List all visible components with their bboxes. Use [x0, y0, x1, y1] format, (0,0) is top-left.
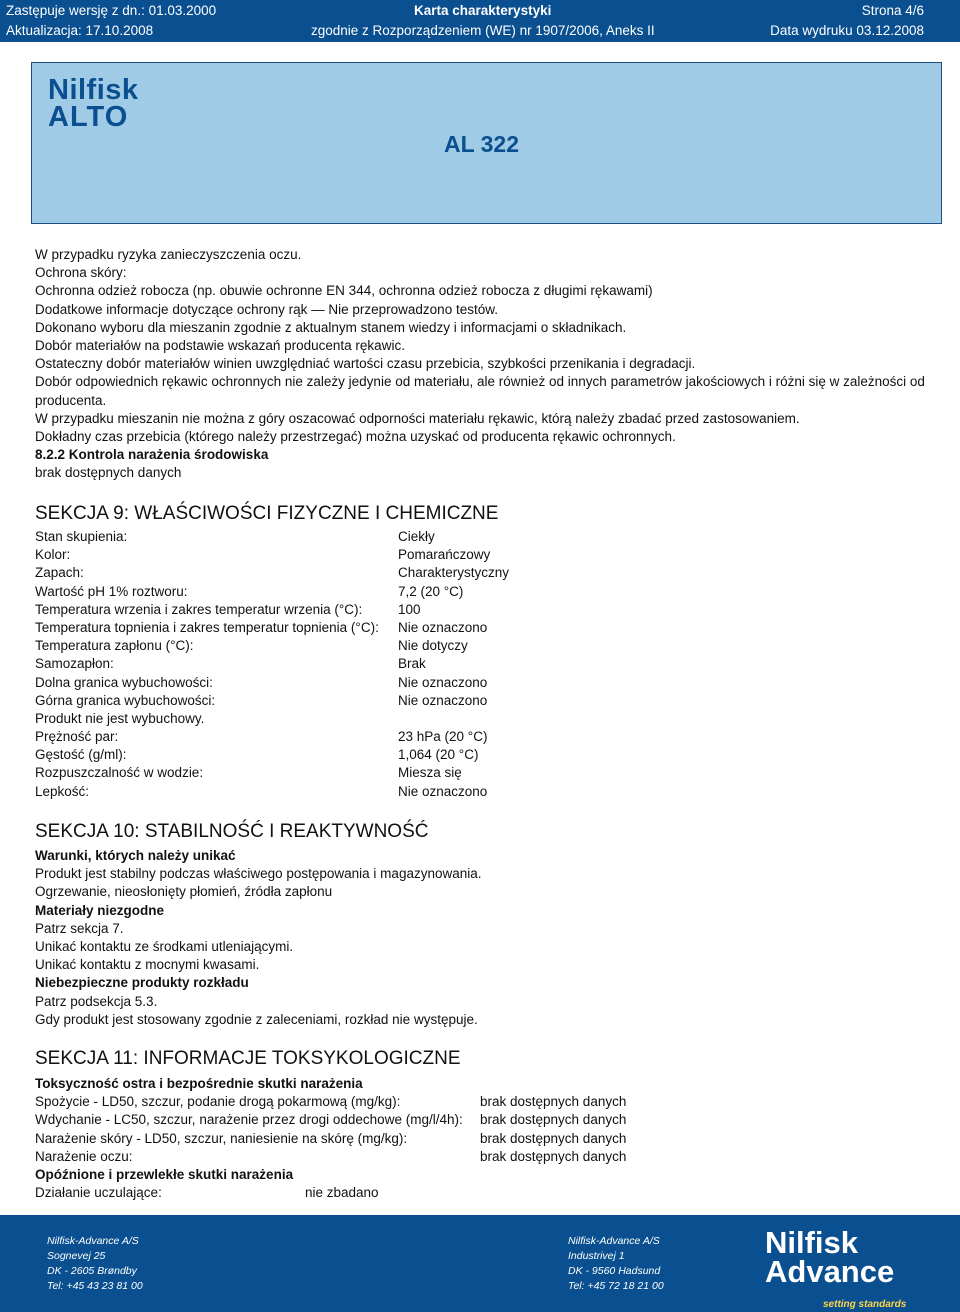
property-value: Nie dotyczy	[398, 638, 468, 654]
replaces-version: Zastępuje wersję z dn.: 01.03.2000	[6, 3, 217, 18]
property-row	[35, 764, 835, 782]
toxicology-label: Narażenie oczu:	[35, 1148, 133, 1164]
property-row	[35, 564, 835, 582]
subheading: Materiały niezgodne	[35, 902, 165, 918]
document-header	[0, 0, 960, 42]
phone: Tel: +45 72 18 21 00	[568, 1280, 664, 1292]
company-name: Nilfisk-Advance A/S	[47, 1235, 139, 1247]
property-row	[35, 655, 835, 673]
company-address-right	[568, 1234, 664, 1294]
text-line: Dokładny czas przebicia (którego należy przestrzegać) można uzyskać od producenta rękawic ochronnych.	[35, 429, 676, 445]
property-row	[35, 746, 835, 764]
brand-line-1: Nilfisk	[48, 74, 139, 106]
property-label: Kolor:	[35, 547, 71, 563]
property-row	[35, 674, 835, 692]
text-line: Unikać kontaktu z mocnymi kwasami.	[35, 957, 260, 973]
toxicology-row	[35, 1184, 915, 1202]
property-row	[35, 728, 835, 746]
subsection-heading: 8.2.2 Kontrola narażenia środowiska	[35, 447, 269, 463]
property-value: Pomarańczowy	[398, 547, 491, 563]
print-date: Data wydruku 03.12.2008	[770, 23, 924, 38]
property-label: Lepkość:	[35, 783, 90, 799]
street: Sognevej 25	[47, 1250, 106, 1262]
property-label: Górna granica wybuchowości:	[35, 692, 216, 708]
property-value: Nie oznaczono	[398, 674, 488, 690]
property-value: Nie oznaczono	[398, 783, 488, 799]
subheading: Toksyczność ostra i bezpośrednie skutki narażenia	[35, 1076, 363, 1091]
property-row	[35, 583, 835, 601]
property-value: 100	[398, 601, 421, 617]
toxicology-row	[35, 1130, 915, 1148]
property-label: Zapach:	[35, 565, 84, 581]
product-name: AL 322	[444, 131, 520, 157]
property-value: Nie oznaczono	[398, 619, 488, 635]
property-row	[35, 546, 835, 564]
text-line: Gdy produkt jest stosowany zgodnie z zaleceniami, rozkład nie występuje.	[35, 1011, 478, 1027]
text-line: Ochrona skóry:	[35, 265, 127, 281]
update-date: Aktualizacja: 17.10.2008	[6, 23, 154, 38]
subheading: Niebezpieczne produkty rozkładu	[35, 975, 249, 991]
text-line: Patrz sekcja 7.	[35, 920, 124, 936]
text-line: Ostateczny dobór materiałów winien uwzględniać wartości czasu przebicia, szybkości przenikania i degradacji.	[35, 356, 696, 372]
city: DK - 9560 Hadsund	[568, 1265, 661, 1277]
toxicology-label: Narażenie skóry - LD50, szczur, naniesienie na skórę (mg/kg):	[35, 1130, 408, 1146]
property-value: Charakterystyczny	[398, 565, 510, 581]
logo-tagline: setting standards	[823, 1299, 907, 1310]
stability-reactivity-block	[35, 847, 915, 1029]
property-value: Ciekły	[398, 529, 435, 544]
property-row	[35, 692, 835, 710]
section-8-continuation	[35, 246, 925, 483]
property-row	[35, 710, 835, 728]
document-footer	[0, 1215, 960, 1312]
text-line: Unikać kontaktu ze środkami utleniającymi.	[35, 939, 294, 955]
subheading: Opóźnione i przewlekłe skutki narażenia	[35, 1166, 294, 1182]
text-line: Dokonano wyboru dla mieszanin zgodnie z aktualnym stanem wiedzy i informacjami o składnikach.	[35, 319, 627, 335]
toxicology-row	[35, 1148, 915, 1166]
property-value: 7,2 (20 °C)	[398, 583, 464, 599]
nilfisk-advance-logo	[765, 1225, 935, 1310]
text-line: Produkt jest stabilny podczas właściwego postępowania i magazynowania.	[35, 866, 482, 882]
text-line: brak dostępnych danych	[35, 465, 182, 481]
product-banner	[31, 62, 942, 224]
logo-line-2: Advance	[765, 1254, 895, 1289]
property-label: Rozpuszczalność w wodzie:	[35, 765, 204, 781]
physical-properties-table	[35, 528, 835, 801]
property-label: Dolna granica wybuchowości:	[35, 674, 213, 690]
toxicology-block	[35, 1075, 915, 1202]
property-label: Prężność par:	[35, 729, 119, 745]
company-name: Nilfisk-Advance A/S	[568, 1235, 660, 1247]
property-label: Produkt nie jest wybuchowy.	[35, 710, 205, 726]
city: DK - 2605 Brøndby	[47, 1265, 137, 1277]
property-row	[35, 637, 835, 655]
property-label: Stan skupienia:	[35, 529, 128, 544]
regulation-reference: zgodnie z Rozporządzeniem (WE) nr 1907/2006, Aneks II	[311, 23, 655, 38]
street: Industrivej 1	[568, 1250, 625, 1262]
toxicology-label: Działanie uczulające:	[35, 1185, 162, 1201]
property-label: Samozapłon:	[35, 656, 114, 672]
property-value: 1,064 (20 °C)	[398, 747, 479, 763]
document-title: Karta charakterystyki	[414, 3, 552, 18]
text-line: Ogrzewanie, nieosłonięty płomień, źródła zapłonu	[35, 884, 333, 900]
text-line: W przypadku mieszanin nie można z góry oszacować odporności materiału rękawic, którą należy zbadać przed zastosowaniem.	[35, 410, 800, 426]
toxicology-value: brak dostępnych danych	[480, 1130, 627, 1146]
property-value: Miesza się	[398, 765, 462, 781]
property-label: Wartość pH 1% roztworu:	[35, 583, 188, 599]
nilfisk-alto-logo	[48, 74, 139, 133]
property-row	[35, 783, 835, 801]
property-value: Brak	[398, 656, 426, 672]
page-number: Strona 4/6	[861, 3, 924, 18]
section-10-title: SEKCJA 10: STABILNOŚĆ I REAKTYWNOŚĆ	[35, 821, 429, 842]
property-row	[35, 601, 835, 619]
property-label: Temperatura zapłonu (°C):	[35, 638, 194, 654]
text-line: Dobór materiałów na podstawie wskazań producenta rękawic.	[35, 338, 405, 354]
property-row	[35, 619, 835, 637]
toxicology-value: brak dostępnych danych	[480, 1094, 627, 1110]
property-label: Temperatura wrzenia i zakres temperatur wrzenia (°C):	[35, 601, 363, 617]
property-label: Temperatura topnienia i zakres temperatur topnienia (°C):	[35, 619, 379, 635]
phone: Tel: +45 43 23 81 00	[47, 1280, 143, 1292]
toxicology-row	[35, 1111, 915, 1129]
section-11-title: SEKCJA 11: INFORMACJE TOKSYKOLOGICZNE	[35, 1048, 461, 1069]
property-label: Gęstość (g/ml):	[35, 747, 127, 763]
logo-line-1: Nilfisk	[765, 1225, 859, 1260]
toxicology-value: brak dostępnych danych	[480, 1112, 627, 1128]
section-9-title: SEKCJA 9: WŁAŚCIWOŚCI FIZYCZNE I CHEMICZNE	[35, 503, 499, 524]
subheading: Warunki, których należy unikać	[35, 848, 236, 863]
toxicology-label: Spożycie - LD50, szczur, podanie drogą pokarmową (mg/kg):	[35, 1094, 401, 1110]
text-line: Patrz podsekcja 5.3.	[35, 993, 158, 1009]
property-value: Nie oznaczono	[398, 692, 488, 708]
toxicology-label: Wdychanie - LC50, szczur, narażenie przez drogi oddechowe (mg/l/4h):	[35, 1112, 463, 1128]
toxicology-row	[35, 1093, 915, 1111]
text-line: Ochronna odzież robocza (np. obuwie ochronne EN 344, ochronna odzież robocza z długimi rękawami)	[35, 283, 653, 299]
brand-line-2: ALTO	[48, 100, 129, 133]
text-line: Dodatkowe informacje dotyczące ochrony rąk — Nie przeprowadzono testów.	[35, 301, 498, 317]
property-row	[35, 528, 835, 546]
company-address-left	[47, 1234, 143, 1294]
toxicology-value: nie zbadano	[305, 1185, 379, 1201]
property-value: 23 hPa (20 °C)	[398, 729, 488, 745]
text-line: Dobór odpowiednich rękawic ochronnych nie zależy jedynie od materiału, ale również od innych parametrów jakościowych i różni się w zależności od producenta.	[35, 374, 925, 408]
text-line: W przypadku ryzyka zanieczyszczenia oczu.	[35, 247, 302, 262]
toxicology-value: brak dostępnych danych	[480, 1148, 627, 1164]
